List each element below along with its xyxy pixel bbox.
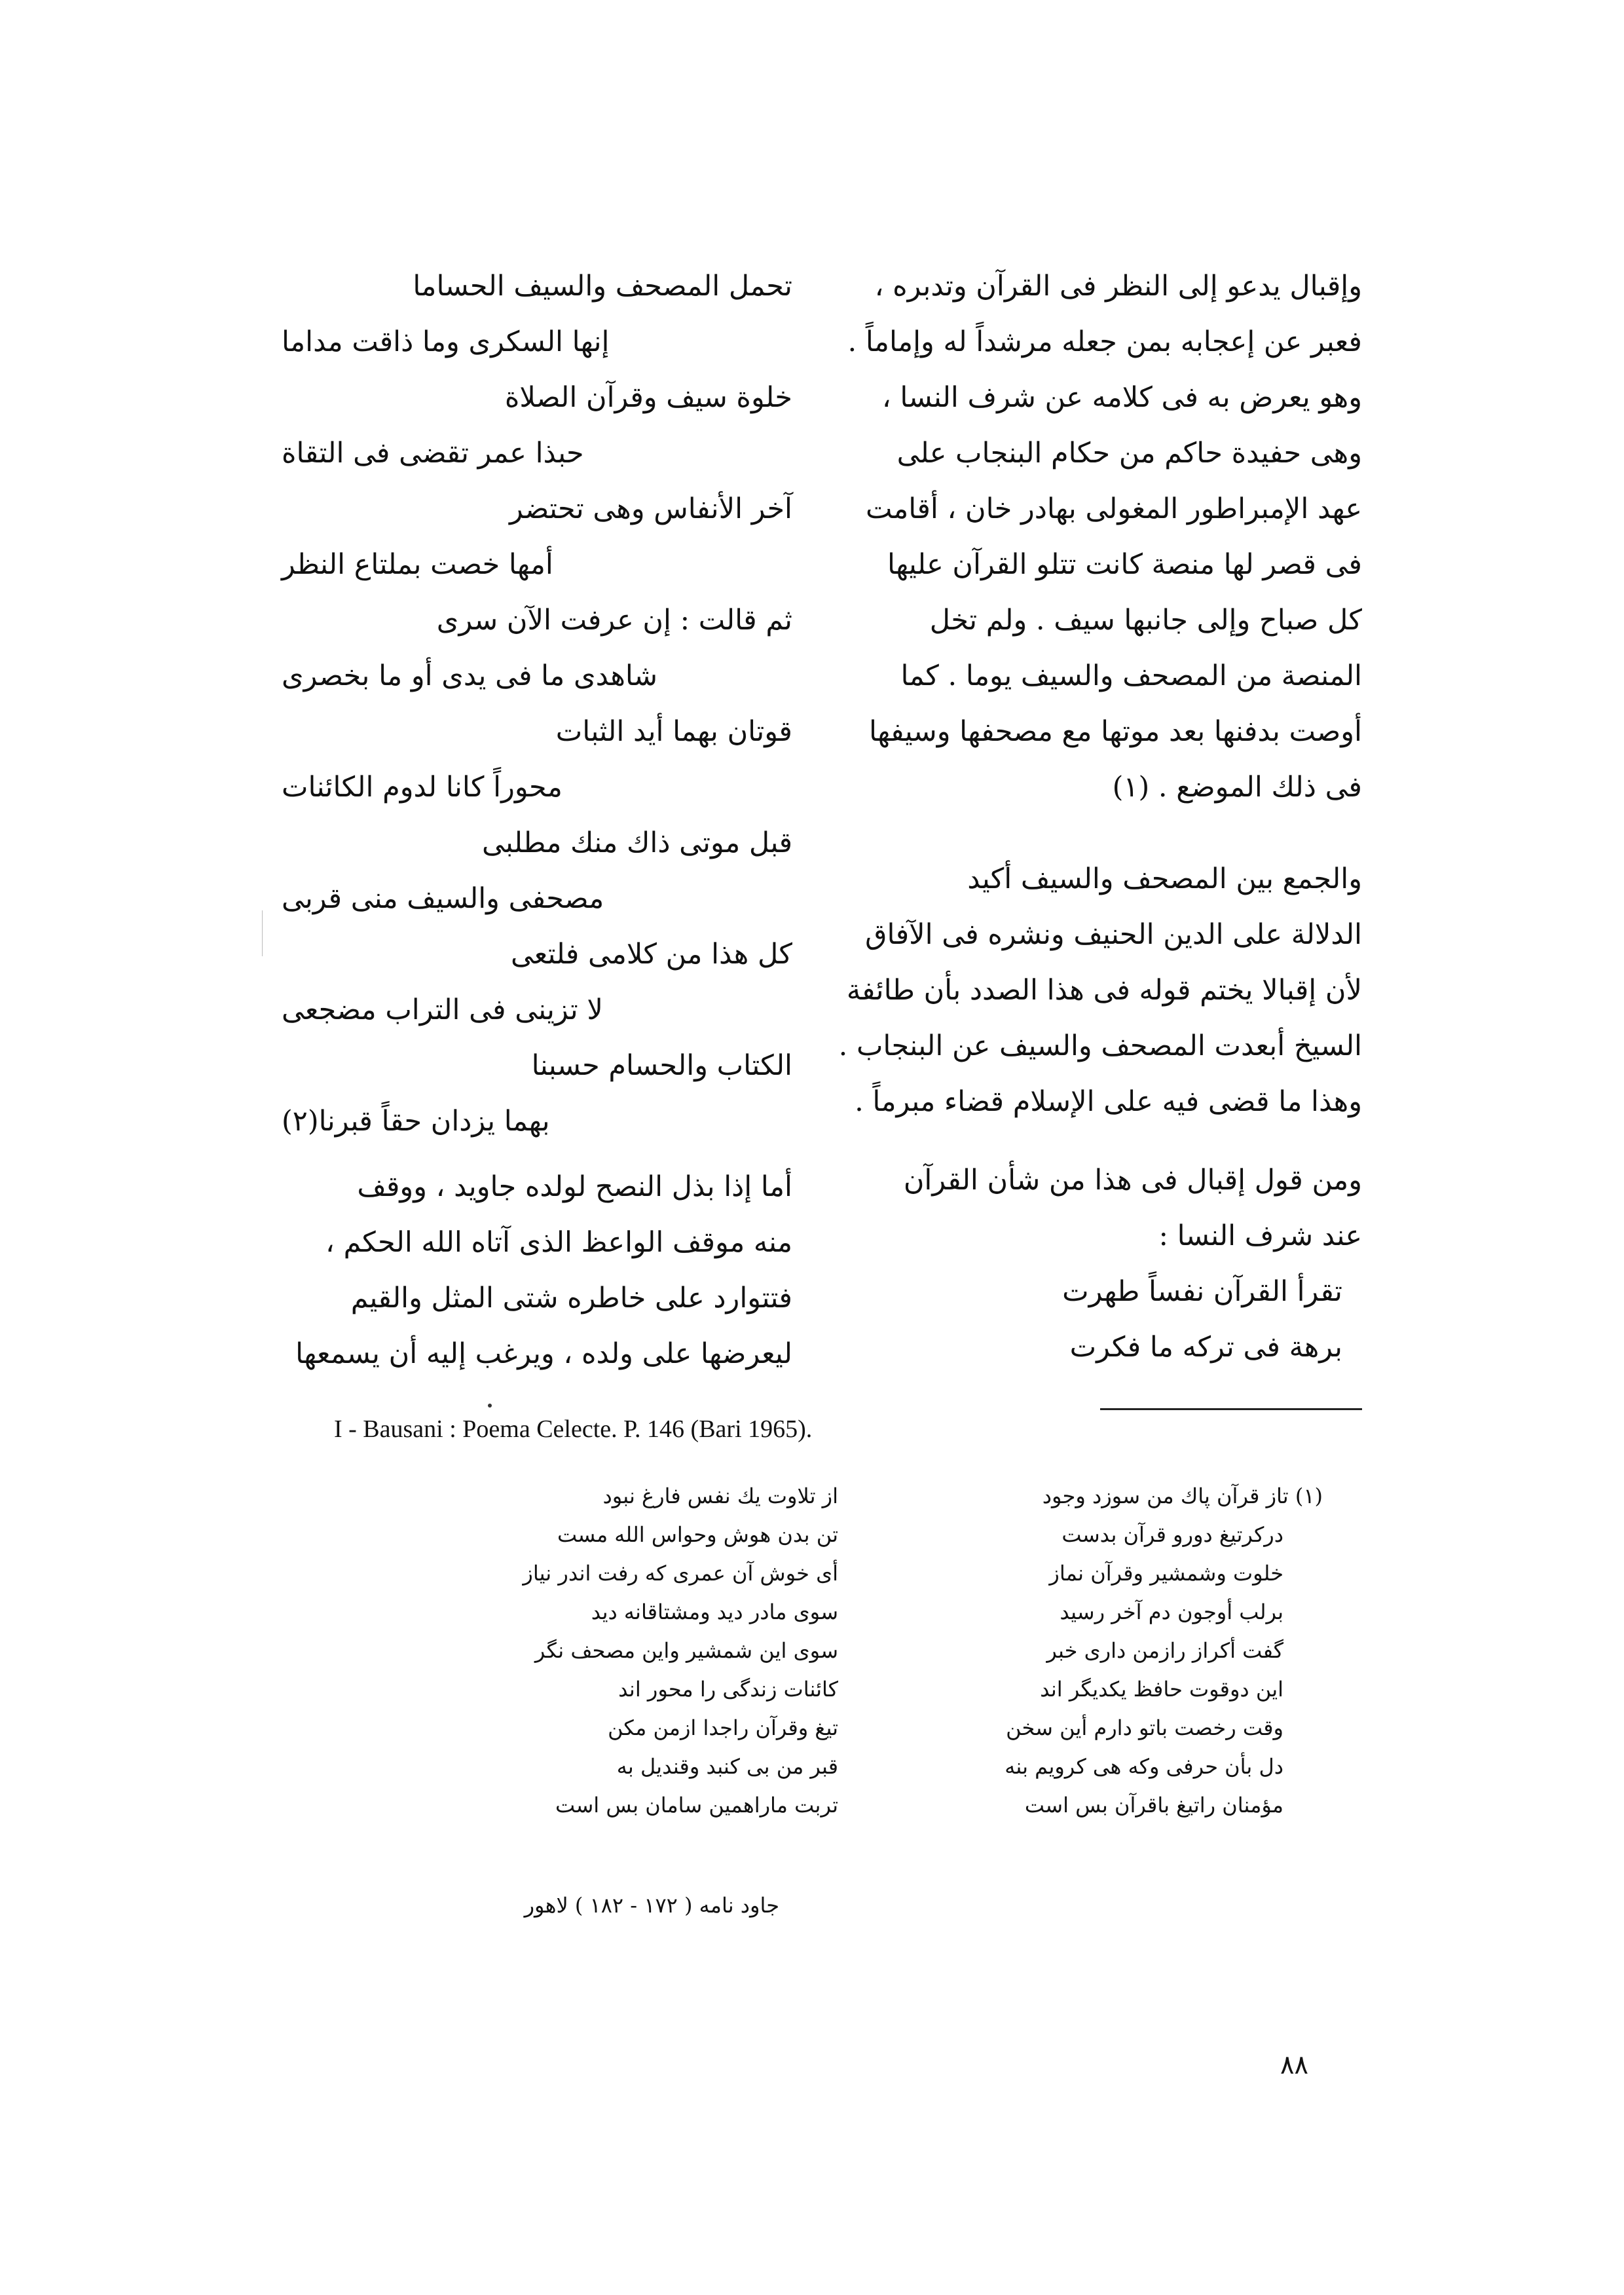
footnote-line: سوى اين شمشير واين مصحف نگر	[534, 1638, 838, 1663]
text-line: المنصة من المصحف والسيف يوما . كما	[900, 660, 1362, 692]
footnote-line: برلب أوجون دم آخر رسيد	[1060, 1599, 1283, 1624]
footnote-line: تربت ماراهمين سامان بس است	[555, 1793, 838, 1818]
left-column-verses	[282, 259, 792, 1149]
verse-line: خلوة سيف وقرآن الصلاة	[504, 381, 792, 414]
footnote-line: وقت رخصت باتو دارم أين سخن	[1006, 1715, 1283, 1740]
footnote-line: از تلاوت يك نفس فارغ نبود	[602, 1483, 838, 1508]
text-line: فى ذلك الموضع . (١)	[1112, 771, 1362, 804]
verse-line: بهما يزدان حقاً قبرنا(٢)	[282, 1105, 550, 1138]
verse-line: قوتان بهما أيد الثبات	[555, 715, 792, 748]
footnote-line: أى خوش آن عمرى كه رفت اندر نياز	[523, 1561, 838, 1586]
verse-line: قبل موتى ذاك منك مطلبى	[482, 827, 792, 859]
right-column-para3	[851, 1153, 1362, 1375]
page-number: ٨٨	[1280, 2050, 1308, 2080]
footnote-line: اين دوقوت حافظ يكديگر اند	[1040, 1677, 1283, 1702]
footnote-persian-left	[419, 1477, 838, 1825]
verse-line: أمها خصت بملتاع النظر	[282, 548, 553, 581]
text-line: منه موقف الواعظ الذى آتاه الله الحكم ،	[325, 1226, 792, 1259]
text-line: والجمع بين المصحف والسيف أكيد	[967, 863, 1362, 895]
text-line: لأن إقبالا يختم قوله فى هذا الصدد بأن طائفة	[846, 974, 1362, 1007]
footnote-line: خلوت وشمشير وقرآن نماز	[1049, 1561, 1283, 1586]
right-column	[847, 259, 1362, 815]
right-column-para2	[838, 851, 1362, 1130]
footnote-line: مؤمنان راتيغ باقرآن بس است	[1024, 1793, 1283, 1818]
text-line: عهد الإمبراطور المغولى بهادر خان ، أقامت	[865, 493, 1362, 525]
verse-line: ثم قالت : إن عرفت الآن سرى	[436, 604, 792, 637]
verse-line: تحمل المصحف والسيف الحساما	[413, 270, 792, 303]
text-line: ومن قول إقبال فى هذا من شأن القرآن	[903, 1164, 1362, 1197]
footnote-line: دل بأن حرفى وكه هى كرويم بنه	[1005, 1754, 1283, 1779]
text-line: أوصت بدفنها بعد موتها مع مصحفها وسيفها	[869, 715, 1362, 748]
footnote-line: كائنات زندگى را محور اند	[618, 1677, 838, 1702]
verse-line: برهة فى تركه ما فكرت	[1069, 1331, 1342, 1364]
text-line: أما إذا بذل النصح لولده جاويد ، ووقف	[357, 1170, 792, 1203]
text-line: عند شرف النسا :	[1158, 1220, 1362, 1252]
footnote-line: دركرتيغ دورو قرآن بدست	[1061, 1522, 1283, 1547]
text-line: وإقبال يدعو إلى النظر فى القرآن وتدبره ،	[874, 270, 1362, 303]
verse-line: محوراً كانا لدوم الكائنات	[282, 771, 563, 804]
verse-line: تقرأ القرآن نفساً طهرت	[1062, 1275, 1342, 1308]
footnote-line: (١) تاز قرآن پاك من سوزد وجود	[1042, 1483, 1323, 1508]
text-line: وهذا ما قضى فيه على الإسلام قضاء مبرماً .	[855, 1085, 1362, 1118]
verse-line: شاهدى ما فى يدى أو ما بخصرى	[282, 660, 658, 692]
text-line: فى قصر لها منصة كانت تتلو القرآن عليها	[887, 548, 1362, 581]
footnote-rule	[1100, 1408, 1362, 1410]
text-line: وهى حفيدة حاكم من حكام البنجاب على	[896, 437, 1362, 470]
verse-line: آخر الأنفاس وهى تحتضر	[509, 493, 792, 525]
verse-line: مصحفى والسيف منى قربى	[282, 882, 604, 915]
footnote-line: سوى مادر ديد ومشتاقانه ديد	[591, 1599, 838, 1624]
verse-line: لا تزينى فى التراب مضجعى	[282, 994, 603, 1026]
verse-line: حبذا عمر تقضى فى التقاة	[282, 437, 584, 470]
verse-line: الكتاب والحسام حسبنا	[531, 1049, 792, 1082]
footnote-source	[282, 1886, 779, 1925]
footnote-persian-right	[877, 1477, 1323, 1825]
text-line: وهو يعرض به فى كلامه عن شرف النسا ،	[881, 381, 1362, 414]
margin-mark	[262, 910, 263, 956]
text-line: فتتوارد على خاطره شتى المثل والقيم	[350, 1282, 792, 1315]
text-line: الدلالة على الدين الحنيف ونشره فى الآفاق	[865, 918, 1362, 951]
text-line: ليعرضها على ولده ، ويرغب إليه أن يسمعها	[295, 1337, 792, 1370]
footnote-line: قبر من بى كنبد وقنديل به	[616, 1754, 838, 1779]
ink-dot	[488, 1404, 492, 1408]
footnote-line: تن بدن هوش وحواس الله مست	[557, 1522, 838, 1547]
verse-line: إنها السكرى وما ذاقت مداما	[282, 326, 610, 358]
footnote-line: گفت أكراز رازمن دارى خبر	[1046, 1638, 1283, 1663]
left-column-para	[282, 1159, 792, 1382]
text-line: كل صباح وإلى جانبها سيف . ولم تخل	[929, 604, 1362, 637]
footnote-line: تيغ وقرآن راجدا ازمن مكن	[608, 1715, 838, 1740]
text-line: فعبر عن إعجابه بمن جعله مرشداً له وإماماً .	[847, 326, 1362, 358]
footnote-latin: I - Bausani : Poema Celecte. P. 146 (Bari 1965).	[334, 1415, 813, 1443]
paragraph-iqbal-quran	[847, 259, 1362, 815]
source-citation: جاود نامه ( ١٧٢ - ١٨٢ ) لاهور	[524, 1893, 779, 1918]
text-line: السيخ أبعدت المصحف والسيف عن البنجاب .	[838, 1030, 1362, 1062]
verse-line: كل هذا من كلامى فلتعى	[510, 938, 792, 971]
